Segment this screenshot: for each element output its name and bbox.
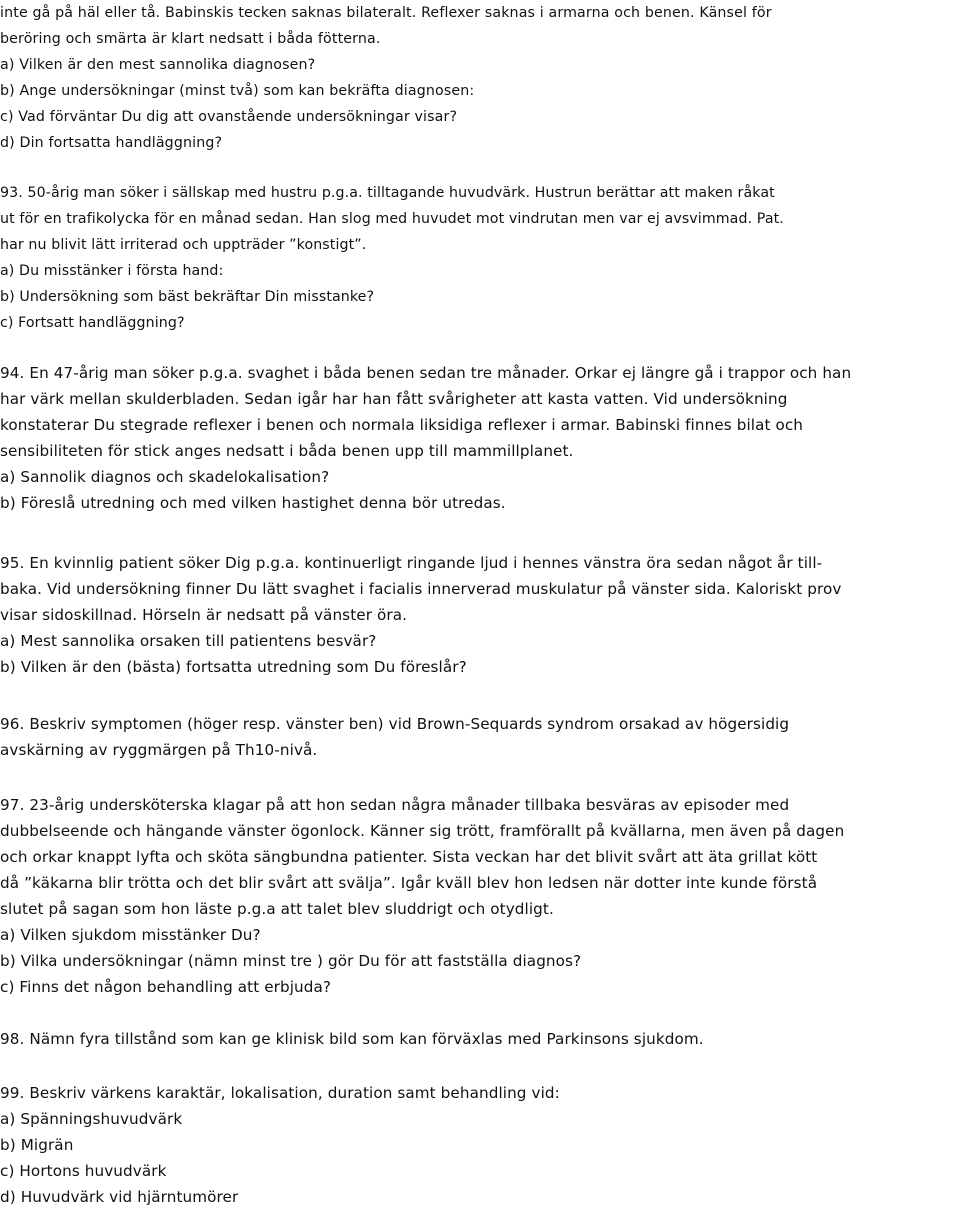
text-line: 97. 23-årig undersköterska klagar på att hon sedan några månader tillbaka besväras av episoder med [0,796,790,814]
text-line: har värk mellan skulderbladen. Sedan igår har han fått svårigheter att kasta vatten. Vid undersökning [0,390,788,408]
text-line: d) Huvudvärk vid hjärntumörer [0,1188,239,1206]
text-line: a) Spänningshuvudvärk [0,1110,183,1128]
text-line: b) Migrän [0,1136,74,1154]
text-line: inte gå på häl eller tå. Babinskis tecken saknas bilateralt. Reflexer saknas i armarna och benen. Känsel för [0,5,772,21]
text-line: konstaterar Du stegrade reflexer i benen och normala liksidiga reflexer i armar. Babinski finnes bilat och [0,416,804,434]
text-line: då ”käkarna blir trötta och det blir svårt att svälja”. Igår kväll blev hon ledsen när dotter inte kunde förstå [0,874,818,892]
text-line: avskärning av ryggmärgen på Th10-nivå. [0,741,318,759]
text-line: visar sidoskillnad. Hörseln är nedsatt på vänster öra. [0,606,408,624]
text-line: c) Fortsatt handläggning? [0,315,185,331]
text-line: b) Vilka undersökningar (nämn minst tre ) gör Du för att fastställa diagnos? [0,952,582,970]
text-line: slutet på sagan som hon läste p.g.a att talet blev sluddrigt och otydligt. [0,900,554,918]
text-line: b) Föreslå utredning och med vilken hastighet denna bör utredas. [0,494,506,512]
text-line: a) Vilken är den mest sannolika diagnosen? [0,57,316,73]
text-line: och orkar knappt lyfta och sköta sängbundna patienter. Sista veckan har det blivit svårt att äta grillat kött [0,848,818,866]
text-line: sensibiliteten för stick anges nedsatt i båda benen upp till mammillplanet. [0,442,574,460]
text-line: a) Du misstänker i första hand: [0,263,224,279]
text-line: baka. Vid undersökning finner Du lätt svaghet i facialis innerverad muskulatur på vänster sida. Kaloriskt prov [0,580,842,598]
text-line: d) Din fortsatta handläggning? [0,135,223,151]
text-line: 95. En kvinnlig patient söker Dig p.g.a. kontinuerligt ringande ljud i hennes vänstra öra sedan något år till- [0,554,823,572]
text-line: b) Undersökning som bäst bekräftar Din misstanke? [0,289,375,305]
text-line: a) Mest sannolika orsaken till patientens besvär? [0,632,377,650]
text-line: ut för en trafikolycka för en månad sedan. Han slog med huvudet mot vindrutan men var ej avsvimmad. Pat. [0,211,784,227]
text-line: 94. En 47-årig man söker p.g.a. svaghet i båda benen sedan tre månader. Orkar ej längre gå i trappor och han [0,364,852,382]
text-line: b) Vilken är den (bästa) fortsatta utredning som Du föreslår? [0,658,467,676]
text-line: dubbelseende och hängande vänster ögonlock. Känner sig trött, framförallt på kvällarna, men även på dagen [0,822,845,840]
text-line: a) Vilken sjukdom misstänker Du? [0,926,261,944]
text-line: beröring och smärta är klart nedsatt i båda fötterna. [0,31,381,47]
text-line: 98. Nämn fyra tillstånd som kan ge klinisk bild som kan förväxlas med Parkinsons sjukdom. [0,1030,704,1048]
text-line: c) Vad förväntar Du dig att ovanstående undersökningar visar? [0,109,458,125]
text-line: b) Ange undersökningar (minst två) som kan bekräfta diagnosen: [0,83,475,99]
text-line: 99. Beskriv värkens karaktär, lokalisation, duration samt behandling vid: [0,1084,560,1102]
text-line: 96. Beskriv symptomen (höger resp. vänster ben) vid Brown-Sequards syndrom orsakad av högersidig [0,715,790,733]
text-line: c) Finns det någon behandling att erbjuda? [0,978,332,996]
text-line: har nu blivit lätt irriterad och uppträder ”konstigt”. [0,237,367,253]
text-line: a) Sannolik diagnos och skadelokalisation? [0,468,330,486]
text-line: c) Hortons huvudvärk [0,1162,167,1180]
text-line: 93. 50-årig man söker i sällskap med hustru p.g.a. tilltagande huvudvärk. Hustrun berättar att maken råkat [0,185,775,201]
